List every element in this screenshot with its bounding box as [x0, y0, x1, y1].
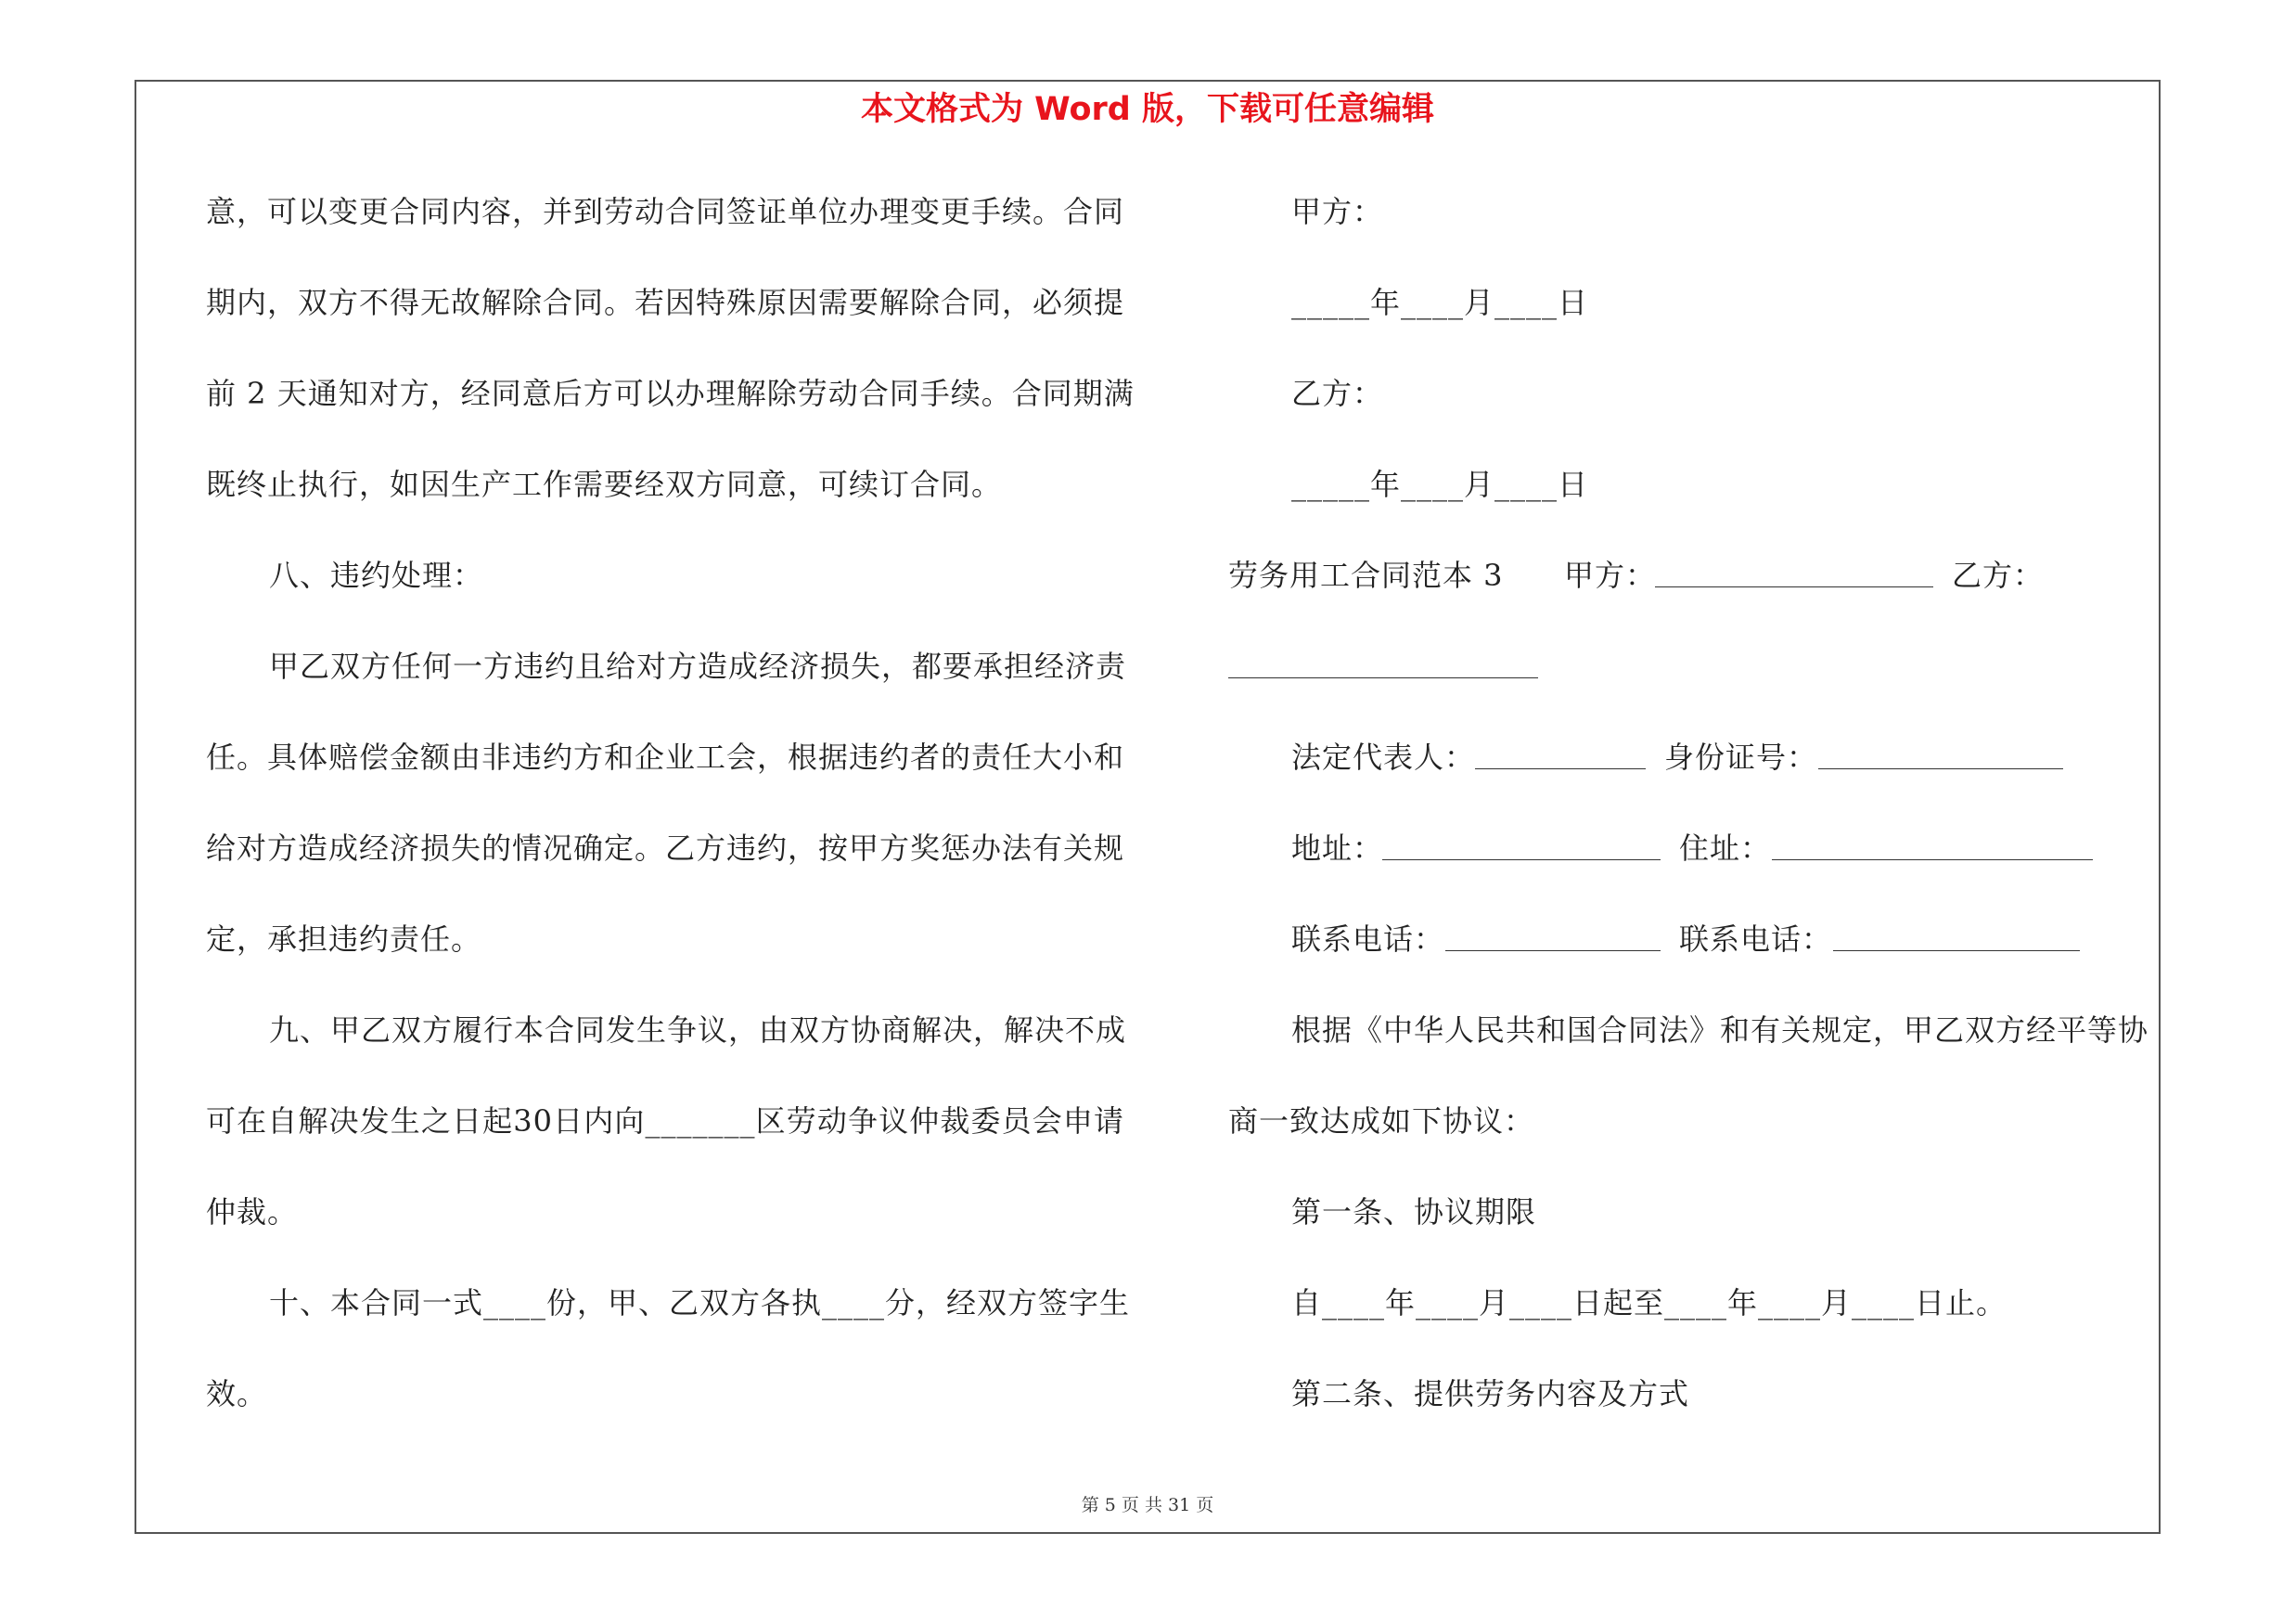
left-line-2: 期内，双方不得无故解除合同。若因特殊原因需要解除合同，必须提 — [206, 285, 1125, 320]
phone-a-label: 联系电话： — [1291, 921, 1445, 957]
left-line-7: 任。具体赔偿金额由非违约方和企业工会，根据违约者的责任大小和 — [206, 740, 1125, 775]
id-number-label: 身份证号： — [1664, 740, 1818, 775]
phone-b-blank — [1833, 950, 2080, 951]
left-line-4: 既终止执行，如因生产工作需要经双方同意，可续订合同。 — [206, 467, 1003, 502]
legal-rep-label: 法定代表人： — [1291, 740, 1476, 775]
template-party-a-blank — [1655, 586, 1933, 587]
section-9-line-1: 九、甲乙双方履行本合同发生争议，由双方协商解决，解决不成 — [269, 1012, 1127, 1048]
page-number-footer: 第 5 页 共 31 页 — [1081, 1495, 1214, 1515]
left-line-3: 前 2 天通知对方，经同意后方可以办理解除劳动合同手续。合同期满 — [206, 376, 1135, 411]
contract-template-title: 劳务用工合同范本 3 — [1228, 558, 1504, 593]
section-8-heading: 八、违约处理： — [269, 558, 484, 593]
address-blank — [1382, 859, 1661, 860]
address-label: 地址： — [1291, 831, 1384, 866]
left-line-1: 意，可以变更合同内容，并到劳动合同签证单位办理变更手续。合同 — [206, 194, 1125, 229]
agreement-intro-line-2: 商一致达成如下协议： — [1228, 1103, 1535, 1139]
template-party-b-blank — [1228, 677, 1538, 678]
phone-a-blank — [1445, 950, 1661, 951]
agreement-intro-line-1: 根据《中华人民共和国合同法》和有关规定，甲乙双方经平等协 — [1291, 1012, 2149, 1048]
legal-rep-blank — [1475, 768, 1646, 769]
template-party-a-label: 甲方： — [1564, 558, 1657, 593]
party-a-date: _____年____月____日 — [1291, 285, 1589, 320]
word-format-banner: 本文格式为 Word 版，下载可任意编辑 — [860, 91, 1435, 128]
party-a-label: 甲方： — [1291, 194, 1384, 229]
section-10-line-1: 十、本合同一式____份，甲、乙双方各执____分，经双方签字生 — [269, 1285, 1131, 1320]
left-line-6: 甲乙双方任何一方违约且给对方造成经济损失，都要承担经济责 — [269, 649, 1127, 684]
residence-blank — [1772, 859, 2093, 860]
residence-label: 住址： — [1679, 831, 1772, 866]
phone-b-label: 联系电话： — [1679, 921, 1833, 957]
section-10-line-2: 效。 — [206, 1376, 268, 1411]
left-line-9: 定，承担违约责任。 — [206, 921, 482, 957]
article-1-heading: 第一条、协议期限 — [1291, 1194, 1537, 1230]
section-9-line-3: 仲裁。 — [206, 1194, 299, 1230]
party-b-date: _____年____月____日 — [1291, 467, 1589, 502]
id-number-blank — [1818, 768, 2063, 769]
party-b-label: 乙方： — [1291, 376, 1384, 411]
article-1-period: 自____年____月____日起至____年____月____日止。 — [1291, 1285, 2007, 1320]
article-2-heading: 第二条、提供劳务内容及方式 — [1291, 1376, 1690, 1411]
left-line-8: 给对方造成经济损失的情况确定。乙方违约，按甲方奖惩办法有关规 — [206, 831, 1125, 866]
template-party-b-label: 乙方： — [1952, 558, 2045, 593]
section-9-line-2: 可在自解决发生之日起30日内向_______区劳动争议仲裁委员会申请 — [206, 1103, 1124, 1139]
